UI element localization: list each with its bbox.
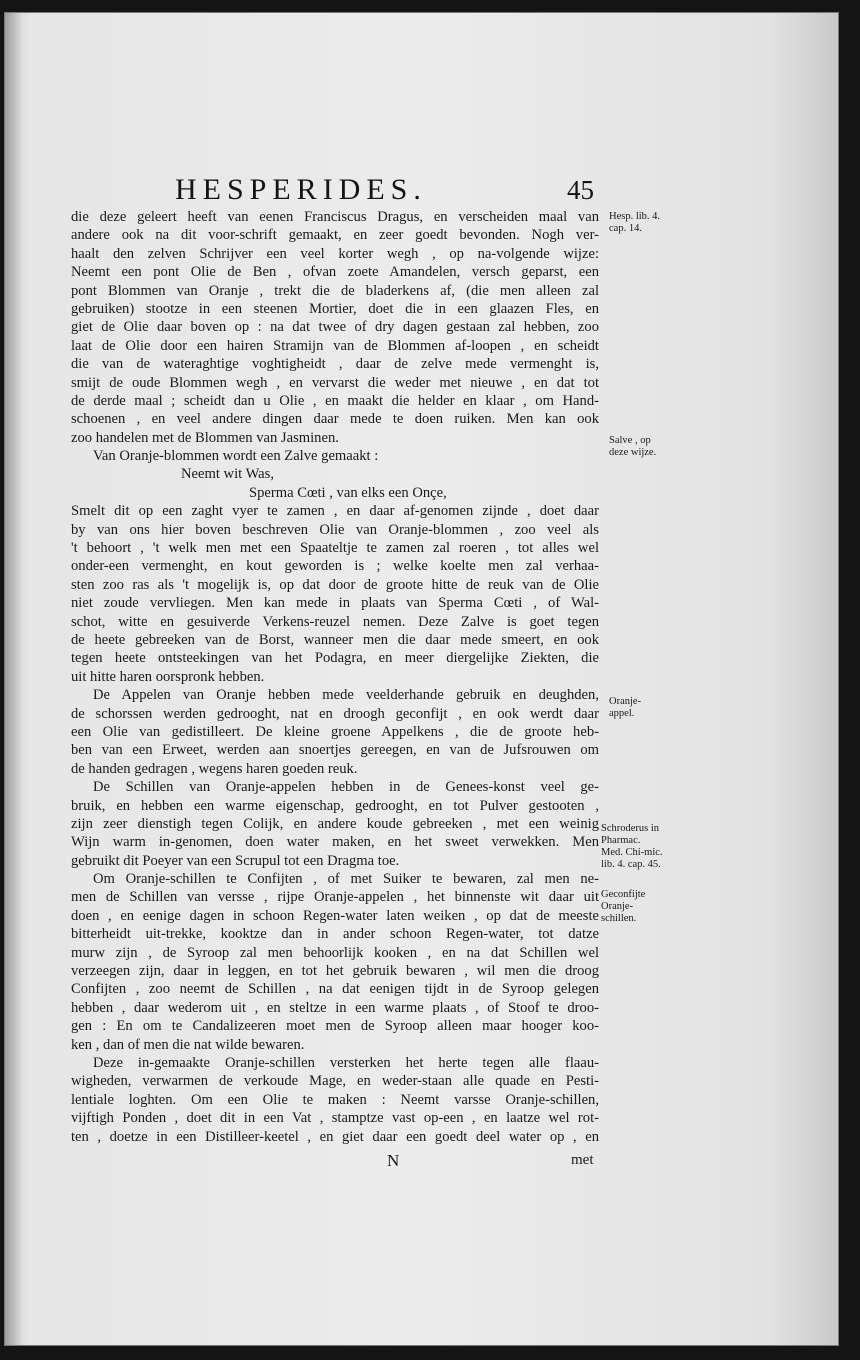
text-line: bitterheidt uit-trekke, kooktze dan in ander schoon Regen-water, tot datze	[71, 926, 599, 943]
text-line: uit hitte haren oorspronk hebben.	[71, 668, 265, 685]
text-line: verzeegen zijn, daar in leggen, en tot het gebruik bewaren , wil men die droog	[71, 963, 599, 980]
text-line: Deze in-gemaakte Oranje-schillen versterken het herte tegen alle flaau-	[93, 1054, 599, 1071]
text-line: ben van een Erweet, werden aan snoertjes gereegen, en van de Jufsrouwen om	[71, 742, 599, 759]
text-line: die van de wateraghtige voghtigheidt , daar de zelve mede vermenght is,	[71, 356, 599, 373]
text-line: De Schillen van Oranje-appelen hebben in de Genees-konst veel ge-	[93, 779, 599, 796]
text-line: gebruiken) stootze in een steenen Mortier, doet die in een glaazen Fles, en	[71, 300, 599, 317]
text-line: wigheden, verwarmen de verkoude Mage, en weder-staan alle quade en Pesti-	[71, 1073, 599, 1090]
text-line: laat de Olie door een hairen Stramijn van de Blommen af-loopen , en scheidt	[71, 337, 599, 354]
text-line: zoo handelen met de Blommen van Jasminen.	[71, 429, 339, 446]
text-line: haalt den zelven Schrijver een veel korter wegh , op na-volgende wijze:	[71, 245, 599, 262]
page-number: 45	[567, 175, 594, 205]
text-line: de schorssen werden gedrooght, nat en droogh geconfijt , en ook werdt daar	[71, 705, 599, 722]
text-line: lentiale loghten. Om een Olie te maken : Neemt varsse Oranje-schillen,	[71, 1091, 599, 1108]
text-line: vijftigh Ponden , doet dit in een Vat , stamptze vast op-een , en laatze wel rot-	[71, 1110, 599, 1127]
margin-note-hesp: Hesp. lib. 4. cap. 14.	[609, 211, 661, 234]
text-line: ten , doetze in een Distilleer-keetel , en giet daar een goedt deel water op , en	[71, 1128, 599, 1145]
body-text	[71, 208, 599, 1146]
text-line: zijn zeer dienstigh tegen Colijk, en andere koude gebreeken , met een weinig	[71, 815, 599, 832]
text-line: Smelt dit op een zaght vyer te zamen , en daar af-genomen zijnde , doet daar	[71, 503, 599, 520]
recipe-line: Neemt wit Was,	[181, 466, 274, 483]
text-line: sten zoo ras als 't mogelijk is, op dat door de groote hitte de reuk van de Olie	[71, 576, 599, 593]
text-line: men de Schillen van versse , rijpe Oranje-appelen , het binnenste wit daar uit	[71, 889, 599, 906]
text-line: pont Blommen van Oranje , trekt die de bladerkens af, (die men alleen zal	[71, 282, 599, 299]
text-line: murw zijn , de Syroop zal men behoorlijk kooken , en na dat Schillen wel	[71, 944, 599, 961]
text-line: de heete gebreeken van de Borst, wanneer men die daar mede smeert, en ook	[71, 631, 599, 648]
margin-note-oranje-appel: Oranje-appel.	[609, 696, 642, 719]
text-line: smijt de oude Blommen wegh , en vervarst die weder met nieuwe , en dat tot	[71, 374, 599, 391]
text-line: gebruikt dit Poeyer van een Scrupul tot een Dragma toe.	[71, 852, 400, 869]
text-line: een Olie van gedistilleert. De kleine groene Appelkens , die de groote heb-	[71, 723, 599, 740]
text-line: Van Oranje-blommen wordt een Zalve gemaakt :	[93, 448, 379, 465]
margin-note-geconfijte: Geconfijte Oranje-schillen.	[601, 889, 646, 924]
text-line: giet de Olie daar boven op : na dat twee of dry dagen gestaan zal hebben, zoo	[71, 319, 599, 336]
text-line: ken , dan of men die nat wilde bewaren.	[71, 1036, 305, 1053]
margin-note-salve: Salve , op deze wijze.	[609, 435, 657, 458]
text-line: niet zoude vervliegen. Men kan mede in plaats van Sperma Cœti , of Wal-	[71, 595, 599, 612]
recipe-line: Sperma Cœti , van elks een Onçe,	[249, 484, 447, 501]
text-line: doen , en eenige dagen in schoon Regen-water laten weiken , op dat de meeste	[71, 907, 599, 924]
text-line: schoenen , en veel andere dingen daar mede te doen ruiken. Men kan ook	[71, 411, 599, 428]
text-line: gen : En om te Candalizeeren moet men de Syroop alleen maar hooger koo-	[71, 1018, 599, 1035]
margin-note-schroderus: Schroderus in Pharmac. Med. Chi-mic. lib. 4. cap. 45.	[601, 823, 663, 870]
text-line: 't behoort , 't welk men met een Spaateltje te zamen zal roeren , tot alles wel	[71, 540, 599, 557]
signature-mark: N	[387, 1151, 400, 1170]
text-line: Confijten , zoo neemt de Schillen , na dat eenigen tijdt in de Syroop gelegen	[71, 981, 599, 998]
spine-shadow	[5, 13, 23, 1345]
text-line: die deze geleert heeft van eenen Franciscus Dragus, en verscheiden maal van	[71, 209, 599, 225]
text-line: Neemt een pont Olie de Ben , ofvan zoete Amandelen, versch geparst, een	[71, 264, 599, 281]
text-line: de derde maal ; scheidt dan u Olie , en maakt die helder en klaar , om Hand-	[71, 392, 599, 409]
text-line: onder-een vermenght, en kout geworden is ; welke koelte men zal verhaa-	[71, 558, 599, 575]
text-line: tegen heete ontsteekingen van het Podagra, en meer diergelijke Ziekten, die	[71, 650, 599, 667]
book-page	[4, 12, 839, 1346]
running-head: HESPERIDES.	[175, 173, 427, 206]
text-line: De Appelen van Oranje hebben mede veelderhande gebruik en deughden,	[93, 687, 599, 704]
catchword: met	[571, 1152, 594, 1168]
text-line: Wijn warm in-genomen, doen water maken, en het sweet verwekken. Men	[71, 834, 599, 851]
text-line: de handen gedragen , wegens haren goeden reuk.	[71, 760, 358, 777]
text-line: by van ons hier boven beschreven Olie van Oranje-blommen , zoo veel als	[71, 521, 599, 538]
text-line: schot, witte en gesuiverde Verkens-reuzel nemen. Deze Zalve is goet tegen	[71, 613, 599, 630]
text-line: Om Oranje-schillen te Confijten , of met Suiker te bewaren, zal men ne-	[93, 871, 599, 888]
text-line: hebben , daar wederom uit , en steltze in een warme plaats , of Stoof te droo-	[71, 999, 599, 1016]
text-line: andere ook na dit voor-schrift gemaakt, en zeer goedt bevonden. Nogh ver-	[71, 227, 599, 244]
text-line: bruik, en hebben een warme eigenschap, gedrooght, en tot Pulver gestooten ,	[71, 797, 599, 814]
